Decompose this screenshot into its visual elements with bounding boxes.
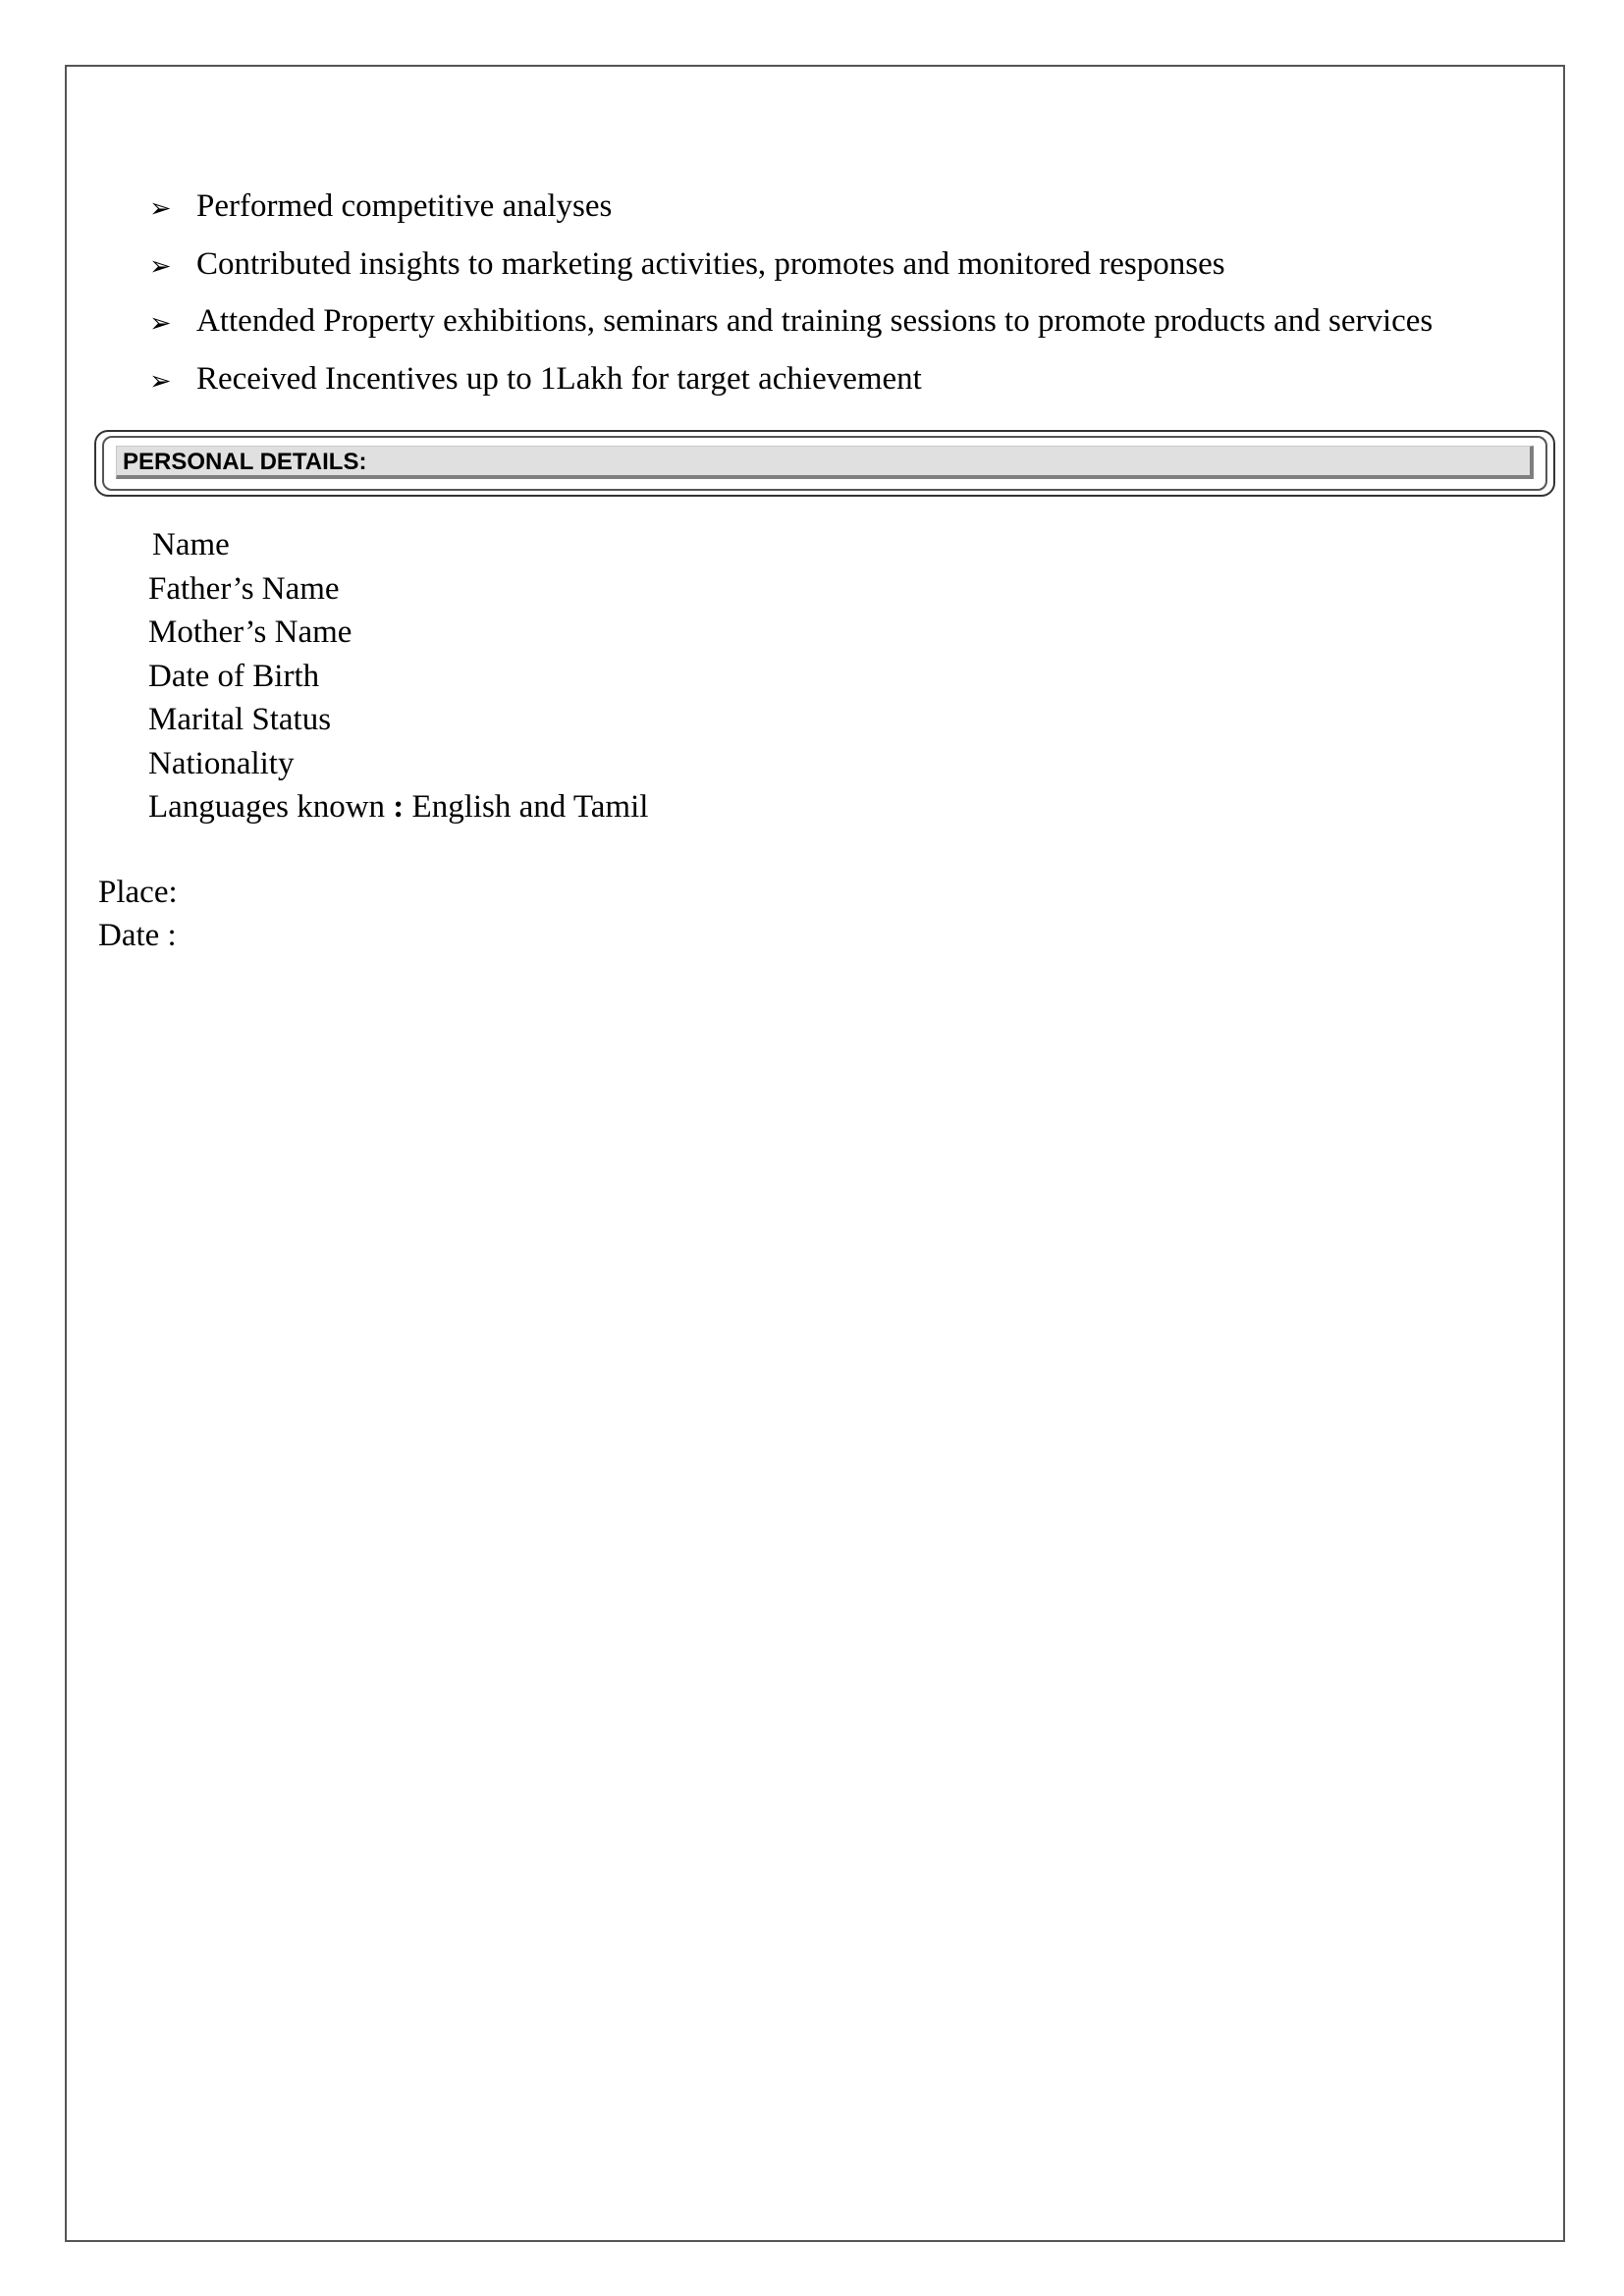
list-item	[149, 187, 1433, 226]
detail-marital-status: Marital Status	[148, 702, 332, 737]
list-item	[149, 244, 1433, 284]
list-item-text: Attended Property exhibitions, seminars and training sessions to promote products and services	[196, 303, 1434, 339]
arrow-bullet-icon: ➢	[149, 193, 172, 224]
languages-separator: :	[393, 789, 405, 825]
personal-details-heading-box	[94, 430, 1555, 497]
list-item-text: Contributed insights to marketing activities, promotes and monitored responses	[196, 245, 1225, 282]
date-label: Date :	[98, 918, 177, 953]
responsibilities-list	[149, 187, 1433, 416]
detail-father-name: Father’s Name	[148, 570, 340, 607]
languages-label: Languages known	[148, 789, 386, 825]
detail-date-of-birth: Date of Birth	[148, 658, 320, 694]
arrow-bullet-icon: ➢	[149, 250, 172, 282]
detail-mother-name: Mother’s Name	[148, 614, 352, 650]
detail-nationality: Nationality	[148, 745, 295, 781]
list-item	[149, 359, 1433, 399]
list-item	[149, 301, 1433, 341]
heading-bar	[116, 446, 1534, 479]
list-item-text: Performed competitive analyses	[196, 188, 613, 224]
arrow-bullet-icon: ➢	[149, 308, 172, 339]
personal-details-list	[148, 523, 648, 829]
detail-name: Name	[152, 527, 230, 562]
languages-value: English and Tamil	[411, 789, 649, 825]
detail-languages	[148, 785, 648, 829]
list-item-text: Received Incentives up to 1Lakh for target achievement	[196, 360, 922, 397]
place-label: Place:	[98, 875, 178, 910]
arrow-bullet-icon: ➢	[149, 365, 172, 397]
section-title: PERSONAL DETAILS:	[123, 449, 367, 475]
